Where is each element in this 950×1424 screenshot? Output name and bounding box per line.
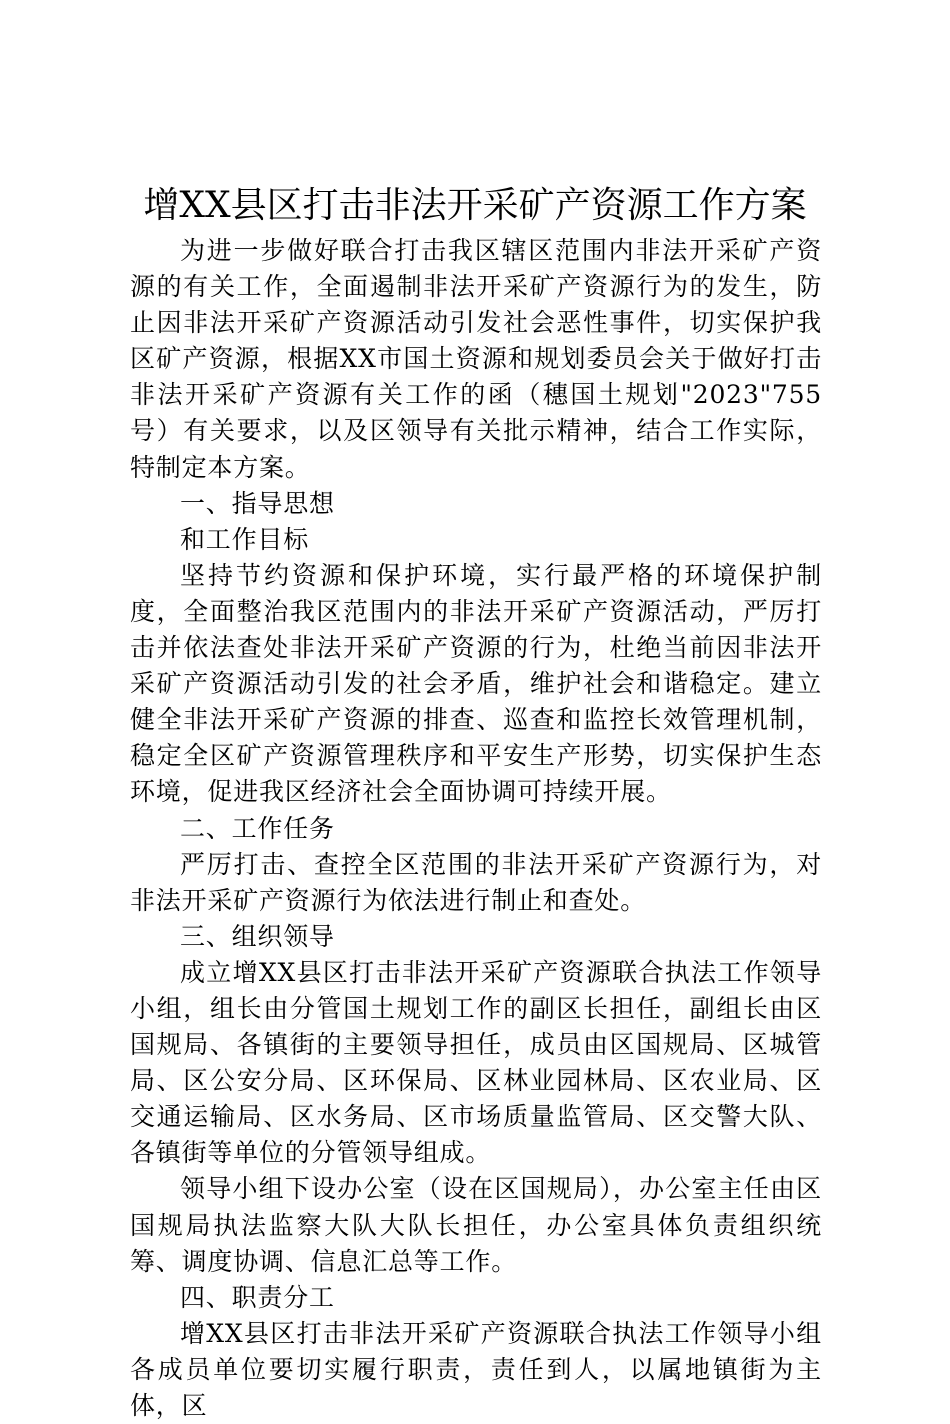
section-heading-work-goals: 和工作目标 bbox=[180, 524, 310, 554]
work-tasks-paragraph: 严厉打击、查控全区范围的非法开采矿产资源行为，对非法开采矿产资源行为依法进行制止和查处。 bbox=[130, 849, 822, 915]
section-heading-guiding-ideology: 一、指导思想 bbox=[180, 488, 335, 518]
section-heading-work-tasks: 二、工作任务 bbox=[180, 813, 335, 843]
responsibilities-paragraph: 增XX县区打击非法开采矿产资源联合执法工作领导小组各成员单位要切实履行职责，责任到人，以属地镇街为主体，区 bbox=[130, 1318, 822, 1420]
office-paragraph: 领导小组下设办公室（设在区国规局），办公室主任由区国规局执法监察大队大队长担任，办公室具体负责组织统筹、调度协调、信息汇总等工作。 bbox=[130, 1174, 822, 1276]
document-body bbox=[130, 233, 822, 1424]
section-heading-responsibilities: 四、职责分工 bbox=[180, 1282, 335, 1312]
intro-paragraph: 为进一步做好联合打击我区辖区范围内非法开采矿产资源的有关工作，全面遏制非法开采矿产资源行为的发生，防止因非法开采矿产资源活动引发社会恶性事件，切实保护我区矿产资源，根据XX市国土资源和规划委员会关于做好打击非法开采矿产资源有关工作的函（穗国土规划"2023"755号）有关要求，以及区领导有关批示精神，结合工作实际，特制定本方案。 bbox=[130, 236, 822, 482]
document-title: 增XX县区打击非法开采矿产资源工作方案 bbox=[143, 185, 807, 226]
section-heading-organization: 三、组织领导 bbox=[180, 921, 335, 951]
guiding-ideology-paragraph: 坚持节约资源和保护环境，实行最严格的环境保护制度，全面整治我区范围内的非法开采矿产资源活动，严厉打击并依法查处非法开采矿产资源的行为，杜绝当前因非法开采矿产资源活动引发的社会矛盾，维护社会和谐稳定。建立健全非法开采矿产资源的排查、巡查和监控长效管理机制，稳定全区矿产资源管理秩序和平安生产形势，切实保护生态环境，促进我区经济社会全面协调可持续开展。 bbox=[130, 560, 822, 807]
organization-paragraph: 成立增XX县区打击非法开采矿产资源联合执法工作领导小组，组长由分管国土规划工作的副区长担任，副组长由区国规局、各镇街的主要领导担任，成员由区国规局、区城管局、区公安分局、区环保局、区林业园林局、区农业局、区交通运输局、区水务局、区市场质量监管局、区交警大队、各镇街等单位的分管领导组成。 bbox=[130, 957, 822, 1168]
